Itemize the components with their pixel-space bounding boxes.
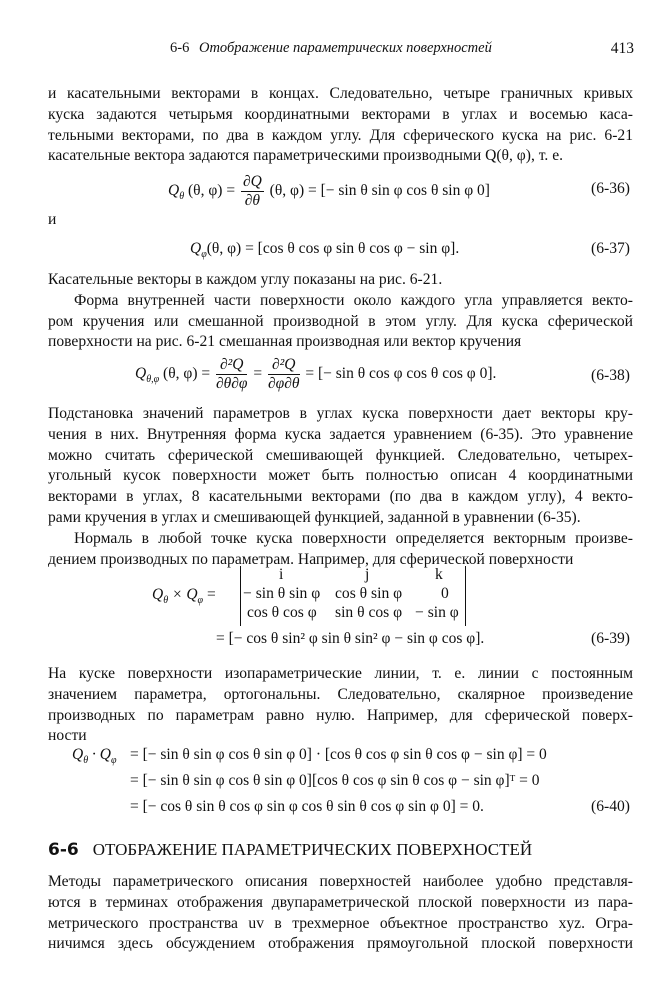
text-line: рами кручения в углах и смешивающей функцией, заданной в уравнении (6-35). — [48, 508, 581, 526]
section-heading — [48, 840, 532, 860]
fraction-numerator: ∂²Q — [268, 356, 300, 375]
matrix-cell: − sin θ sin φ — [243, 585, 321, 602]
fraction-numerator: ∂Q — [242, 173, 262, 190]
equation-6-39-lhs — [152, 586, 216, 606]
text-line: Подстановка значений параметров в углах куска поверхности дает векторы кру- — [48, 405, 633, 422]
text-line: векторами в углах, 8 касательными векторами (по два в каждом углу), 4 векто- — [48, 488, 633, 506]
text-line: чения в них. Внутренняя форма куска задается уравнением (6-35). Это уравнение — [48, 425, 633, 443]
equation-number: (6-38) — [591, 367, 630, 384]
eq-subscript: θ,φ — [146, 374, 160, 386]
text-line: дением производных по параметрам. Например, для сферической поверхности — [48, 550, 574, 568]
fraction — [216, 356, 248, 393]
eq-text: = [− sin θ cos φ cos θ cos φ 0]. — [305, 365, 497, 383]
text-line: Нормаль в любой точке куска поверхности определяется векторным произве- — [74, 529, 633, 547]
text-line: значением параметра, ортогональны. Следовательно, скалярное произведение — [48, 685, 633, 703]
eq-subscript: θ — [83, 755, 89, 767]
text-line: ром кручения или смешанной производной в этом углу. Для куска сферической — [48, 312, 633, 330]
text-line: ности — [48, 727, 87, 745]
running-header — [170, 40, 492, 57]
text-line: и касательными векторами в концах. Следовательно, четыре граничных кривых — [48, 85, 633, 102]
section-number: 6-6 — [48, 840, 79, 860]
equation-number: (6-37) — [591, 240, 630, 257]
eq-text: = — [253, 365, 263, 383]
fraction — [241, 173, 264, 210]
equation-6-40-line3: = [− cos θ sin θ cos φ sin φ cos θ sin θ cos φ sin φ 0] = 0. — [130, 798, 484, 815]
text-line: Методы параметрического описания поверхностей наиболее удобно представля- — [48, 873, 633, 890]
text-line: производных по параметрам равно нулю. Например, для сферической поверх- — [48, 706, 633, 724]
matrix-cell: k — [435, 566, 443, 583]
equation-6-40-line1: = [− sin θ sin φ cos θ sin φ 0] · [cos θ cos φ sin θ cos φ − sin φ] = 0 — [130, 746, 547, 763]
determinant-matrix — [240, 566, 466, 626]
equation-6-40-line2: = [− sin θ sin φ cos θ sin φ 0][cos θ cos φ sin θ cos φ − sin φ]ᵀ = 0 — [130, 772, 540, 789]
text-line: метрического пространства uv в трехмерное объектное пространство xyz. Огра- — [48, 914, 633, 932]
header-section-number: 6-6 — [170, 40, 190, 56]
conjunction: и — [48, 211, 57, 228]
fraction-denominator: ∂θ — [244, 192, 260, 209]
fraction — [268, 356, 300, 393]
matrix-cell: − sin φ — [415, 604, 459, 621]
matrix-cell: cos θ cos φ — [247, 604, 317, 621]
eq-text: (θ, φ) = [− sin θ sin φ cos θ sin φ 0] — [269, 182, 490, 200]
text-line: Касательные векторы в каждом углу показаны на рис. 6-21. — [48, 271, 443, 288]
eq-symbol: Q — [168, 182, 180, 200]
matrix-cell: i — [279, 566, 284, 583]
equation-6-39-result: = [− cos θ sin² φ sin θ sin² φ − sin φ cos φ]. — [216, 630, 485, 647]
eq-subscript: θ — [163, 595, 169, 607]
eq-text: × Q — [168, 586, 198, 603]
equation-number: (6-36) — [591, 180, 630, 197]
equation-number: (6-40) — [591, 798, 630, 815]
text-line: угольный кусок поверхности может быть полностью описан 4 координатными — [48, 467, 633, 485]
page-number: 413 — [610, 40, 634, 57]
equation-6-38 — [135, 356, 496, 393]
eq-subscript: θ — [179, 191, 185, 203]
equation-number: (6-39) — [591, 630, 630, 647]
paragraph-1 — [48, 84, 633, 167]
text-line: На куске поверхности изопараметрические линии, т. е. линии с постоянным — [48, 665, 633, 682]
text-line: касательные вектора задаются параметрическими производными Q(θ, φ), т. е. — [48, 147, 564, 165]
eq-symbol: Q — [152, 586, 164, 603]
text-line: Форма внутренней части поверхности около каждого угла управляется векто- — [74, 291, 633, 309]
eq-symbol: Q — [135, 365, 147, 383]
eq-text: = — [206, 586, 216, 603]
equation-6-37 — [190, 240, 459, 260]
equation-6-40-lhs — [72, 746, 117, 766]
section-title: ОТОБРАЖЕНИЕ ПАРАМЕТРИЧЕСКИХ ПОВЕРХНОСТЕЙ — [92, 840, 533, 859]
eq-text: (θ, φ) = — [188, 182, 236, 200]
paragraph-7 — [48, 872, 633, 955]
eq-text: (θ, φ) = [cos θ cos φ sin θ cos φ − sin φ]. — [206, 240, 460, 257]
matrix-cell: cos θ sin φ — [335, 585, 403, 602]
fraction-numerator: ∂²Q — [216, 356, 248, 375]
matrix-cell: 0 — [441, 585, 449, 602]
paragraph-6 — [48, 664, 633, 747]
matrix-cell: j — [365, 566, 370, 583]
text-line: ются в терминах отображения двупараметрической плоской поверхности из пара- — [48, 893, 633, 911]
header-section-title: Отображение параметрических поверхностей — [198, 40, 492, 56]
fraction-denominator: ∂θ∂φ — [215, 375, 248, 392]
text-line: поверхности на рис. 6-21 смешанная производная или вектор кручения — [48, 333, 522, 351]
paragraph-4 — [48, 404, 633, 570]
eq-text: (θ, φ) = — [163, 365, 211, 383]
text-line: тельными векторами, по два в каждом углу. Для сферического куска на рис. 6-21 — [48, 126, 633, 144]
matrix-cell: sin θ cos φ — [335, 604, 403, 621]
eq-subscript: φ — [197, 595, 204, 607]
eq-text: · Q — [88, 746, 111, 763]
eq-symbol: Q — [190, 240, 202, 257]
text-line: ничимся здесь обсуждением отображения прямоугольной плоской поверхности — [48, 935, 633, 953]
eq-subscript: φ — [110, 755, 117, 767]
eq-subscript: φ — [201, 249, 207, 261]
text-line: можно считать сферической смешивающей функцией. Следовательно, четырех- — [48, 446, 633, 464]
fraction-denominator: ∂φ∂θ — [267, 375, 300, 392]
equation-6-36 — [168, 173, 490, 210]
paragraph-2 — [48, 270, 633, 353]
text-line: куска задаются четырьмя координатными векторами в углах и восемью каса- — [48, 105, 633, 123]
eq-symbol: Q — [72, 746, 84, 763]
